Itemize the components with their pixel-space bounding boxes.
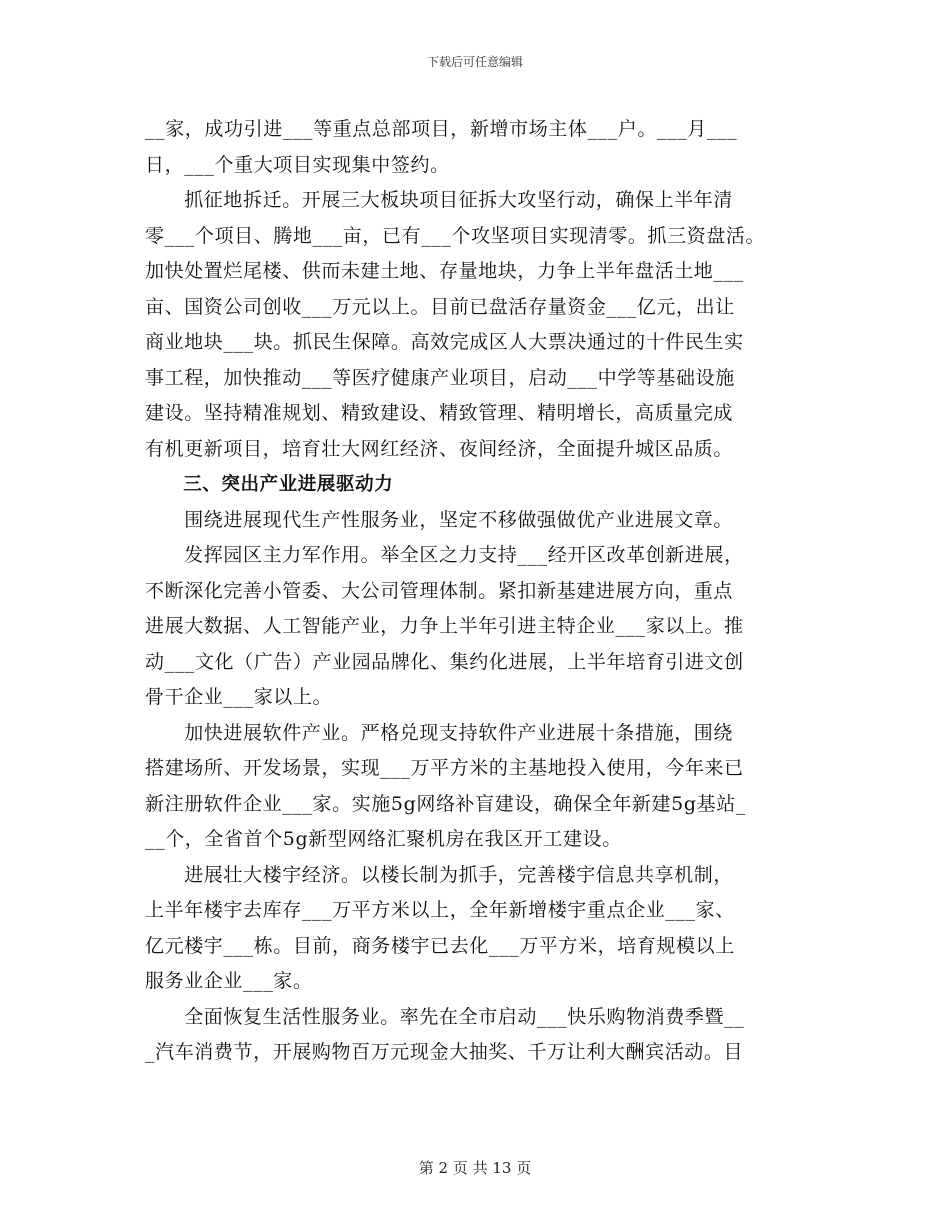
body-line: 加快处置烂尾楼、供而未建土地、存量地块，力争上半年盘活土地___ <box>145 260 744 282</box>
body-line: 骨干企业___家以上。 <box>145 686 333 708</box>
body-line: 进展大数据、人工智能产业，力争上半年引进主特企业___家以上。推 <box>145 615 744 637</box>
body-line: _汽车消费节，开展购物百万元现金大抽奖、千万让利大酬宾活动。目 <box>145 1041 744 1063</box>
body-line: 亩、国资公司创收___万元以上。目前已盘活存量资金___亿元，出让 <box>145 295 735 318</box>
body-line: 全面恢复生活性服务业。率先在全市启动___快乐购物消费季暨__ <box>145 1005 745 1028</box>
body-line: __家，成功引进___等重点总部项目，新增市场主体___户。___月___ <box>145 118 738 140</box>
body-line: 动___文化（广告）产业园品牌化、集约化进展，上半年培育引进文创 <box>145 650 744 673</box>
body-line: 服务业企业___家。 <box>145 970 313 992</box>
body-line: 有机更新项目，培育壮大网红经济、夜间经济，全面提升城区品质。 <box>145 437 734 460</box>
body-line: 零___个项目、腾地___亩，已有___个攻坚项目实现清零。抓三资盘活。 <box>145 224 766 247</box>
page-footer: 第 2 页 共 13 页 <box>418 1159 532 1177</box>
body-line: 上半年楼宇去库存___万平方米以上，全年新增楼宇重点企业___家、 <box>145 899 735 921</box>
page-header: 下载后可任意编辑 <box>426 55 523 69</box>
body-line: 亿元楼宇___栋。目前，商务楼宇已去化___万平方米，培育规模以上 <box>145 934 735 957</box>
body-line: 加快进展软件产业。严格兑现支持软件产业进展十条措施，围绕 <box>145 721 734 744</box>
document-body <box>145 112 810 1071</box>
body-line: 建设。坚持精准规划、精致建设、精致管理、精明增长，高质量完成 <box>145 402 734 424</box>
body-line: 发挥园区主力军作用。举全区之力支持___经开区改革创新进展， <box>145 544 744 566</box>
body-line: 不断深化完善小管委、大公司管理体制。紧扣新基建进展方向，重点 <box>145 579 734 602</box>
body-line: 事工程，加快推动___等医疗健康产业项目，启动___中学等基础设施 <box>145 366 735 389</box>
body-line: 日，___个重大项目实现集中签约。 <box>145 153 450 176</box>
body-line: 围绕进展现代生产性服务业，坚定不移做强做优产业进展文章。 <box>145 508 734 531</box>
body-line: __个，全省首个5g新型网络汇聚机房在我区开工建设。 <box>145 828 622 850</box>
body-line: 新注册软件企业___家。实施5g网络补盲建设，确保全年新建5g基站_ <box>145 792 746 815</box>
body-line: 商业地块___块。抓民生保障。高效完成区人大票决通过的十件民生实 <box>145 331 744 353</box>
section-heading: 三、突出产业进展驱动力 <box>145 474 394 495</box>
body-line: 抓征地拆迁。开展三大板块项目征拆大攻坚行动，确保上半年清 <box>145 189 734 211</box>
body-line: 进展壮大楼宇经济。以楼长制为抓手，完善楼宇信息共享机制， <box>145 863 734 886</box>
body-line: 搭建场所、开发场景，实现___万平方米的主基地投入使用，今年来已 <box>145 757 744 779</box>
